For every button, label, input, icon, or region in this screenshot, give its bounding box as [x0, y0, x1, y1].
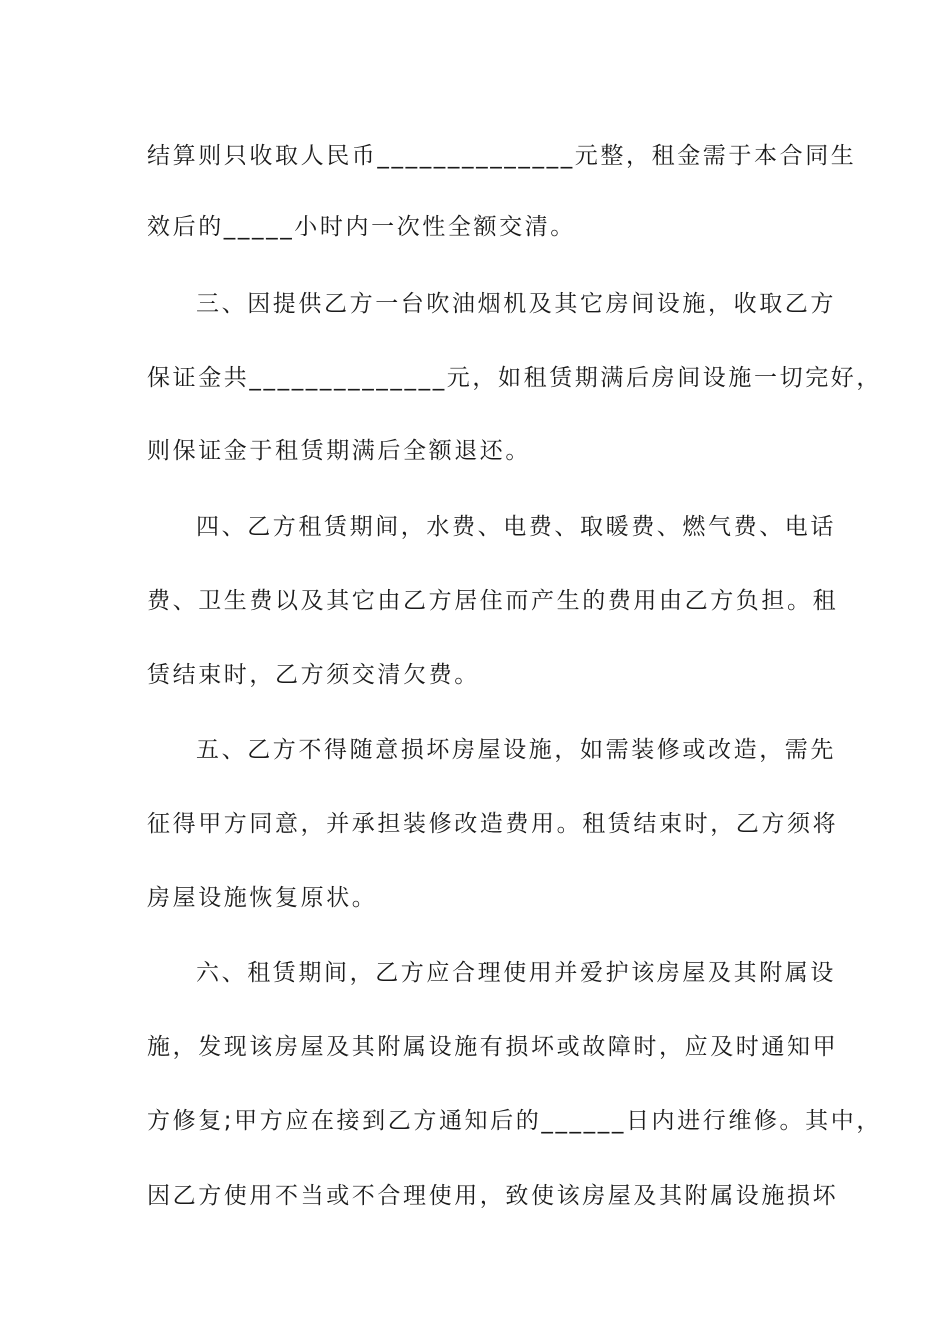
- text-line: 征得甲方同意，并承担装修改造费用。租赁结束时，乙方须将: [147, 811, 839, 837]
- text-line: 因乙方使用不当或不合理使用，致使该房屋及其附属设施损坏: [147, 1183, 839, 1209]
- text-line: 则保证金于租赁期满后全额退还。: [147, 438, 531, 464]
- text-line: 施，发现该房屋及其附属设施有损坏或故障时，应及时通知甲: [147, 1034, 839, 1060]
- text-line: 保证金共______________元，如租赁期满后房间设施一切完好，: [147, 365, 882, 391]
- text-line: 赁结束时，乙方须交清欠费。: [147, 662, 480, 688]
- text-line: 四、乙方租赁期间，水费、电费、取暖费、燃气费、电话: [196, 514, 836, 540]
- text-line: 五、乙方不得随意损坏房屋设施，如需装修或改造，需先: [196, 737, 836, 763]
- text-line: 费、卫生费以及其它由乙方居住而产生的费用由乙方负担。租: [147, 588, 839, 614]
- text-line: 方修复;甲方应在接到乙方通知后的______日内进行维修。其中，: [147, 1108, 882, 1134]
- text-line: 六、租赁期间，乙方应合理使用并爱护该房屋及其附属设: [196, 960, 836, 986]
- text-line: 房屋设施恢复原状。: [147, 885, 378, 911]
- text-line: 三、因提供乙方一台吹油烟机及其它房间设施，收取乙方: [196, 291, 836, 317]
- text-line: 结算则只收取人民币______________元整，租金需于本合同生: [147, 143, 857, 169]
- text-line: 效后的_____小时内一次性全额交清。: [147, 214, 576, 240]
